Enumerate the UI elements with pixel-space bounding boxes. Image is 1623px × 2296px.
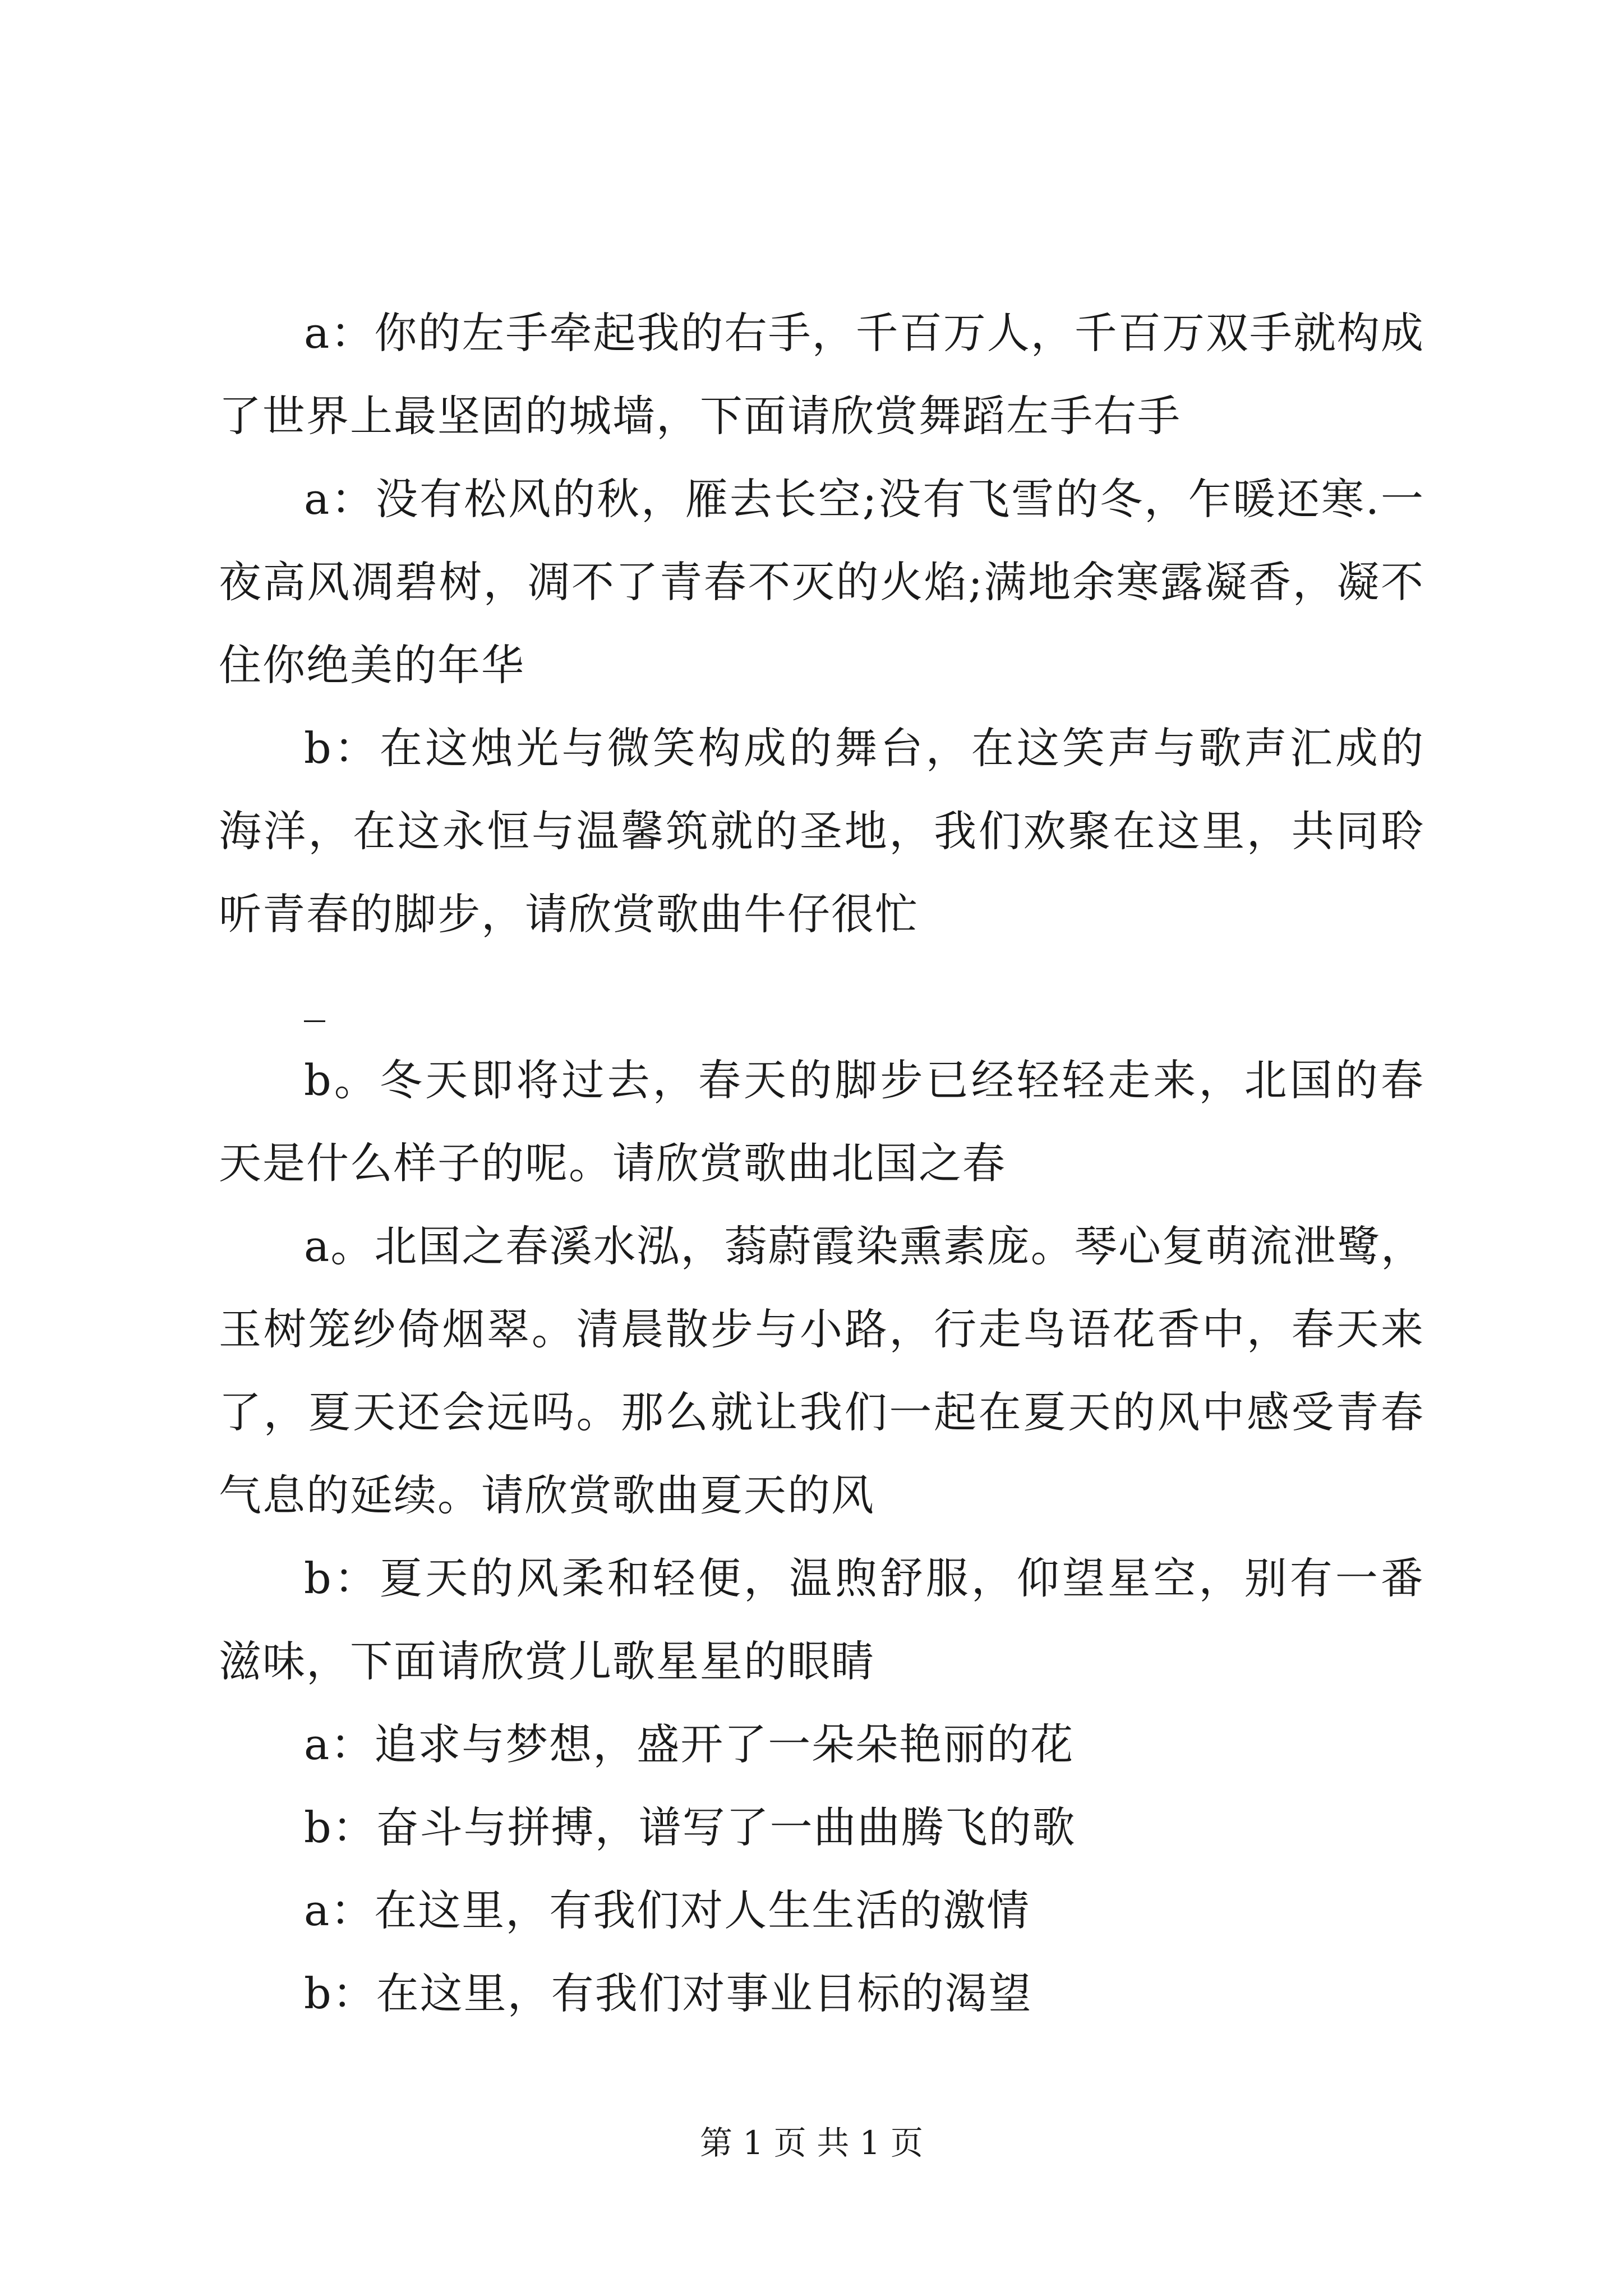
paragraph: a：没有松风的秋，雁去长空;没有飞雪的冬，乍暖还寒.一夜高风凋碧树，凋不了青春不灭的火焰;满地余寒露凝香，凝不住你绝美的年华 <box>219 474 1424 690</box>
paragraph: a。北国之春溪水泓，蓊蔚霞染熏素庞。琴心复萌流泄鹭，玉树笼纱倚烟翠。清晨散步与小路，行走鸟语花香中，春天来了，夏天还会远吗。那么就让我们一起在夏天的风中感受青春气息的延续。请欣赏歌曲夏天的风 <box>219 1221 1424 1520</box>
paragraph: a：在这里，有我们对人生生活的激情 <box>304 1885 1031 1935</box>
paragraph: _ <box>304 972 326 1022</box>
paragraph: b：在这里，有我们对事业目标的渴望 <box>304 1968 1032 2018</box>
paragraph: b：夏天的风柔和轻便，温煦舒服，仰望星空，别有一番滋味，下面请欣赏儿歌星星的眼睛 <box>219 1553 1424 1686</box>
document-body <box>219 292 1424 2035</box>
page-number-label: 第 1 页 共 1 页 <box>700 2124 923 2162</box>
paragraph: b：奋斗与拼搏，谱写了一曲曲腾飞的歌 <box>304 1802 1076 1852</box>
page-footer <box>0 2120 1623 2165</box>
paragraph: a：你的左手牵起我的右手，千百万人，千百万双手就构成了世界上最坚固的城墙，下面请欣赏舞蹈左手右手 <box>219 308 1424 441</box>
paragraph: b：在这烛光与微笑构成的舞台，在这笑声与歌声汇成的海洋，在这永恒与温馨筑就的圣地，我们欢聚在这里，共同聆听青春的脚步，请欣赏歌曲牛仔很忙 <box>219 723 1424 939</box>
paragraph: a：追求与梦想，盛开了一朵朵艳丽的花 <box>304 1719 1075 1769</box>
paragraph: b。冬天即将过去，春天的脚步已经轻轻走来，北国的春天是什么样子的呢。请欣赏歌曲北国之春 <box>219 1055 1424 1188</box>
